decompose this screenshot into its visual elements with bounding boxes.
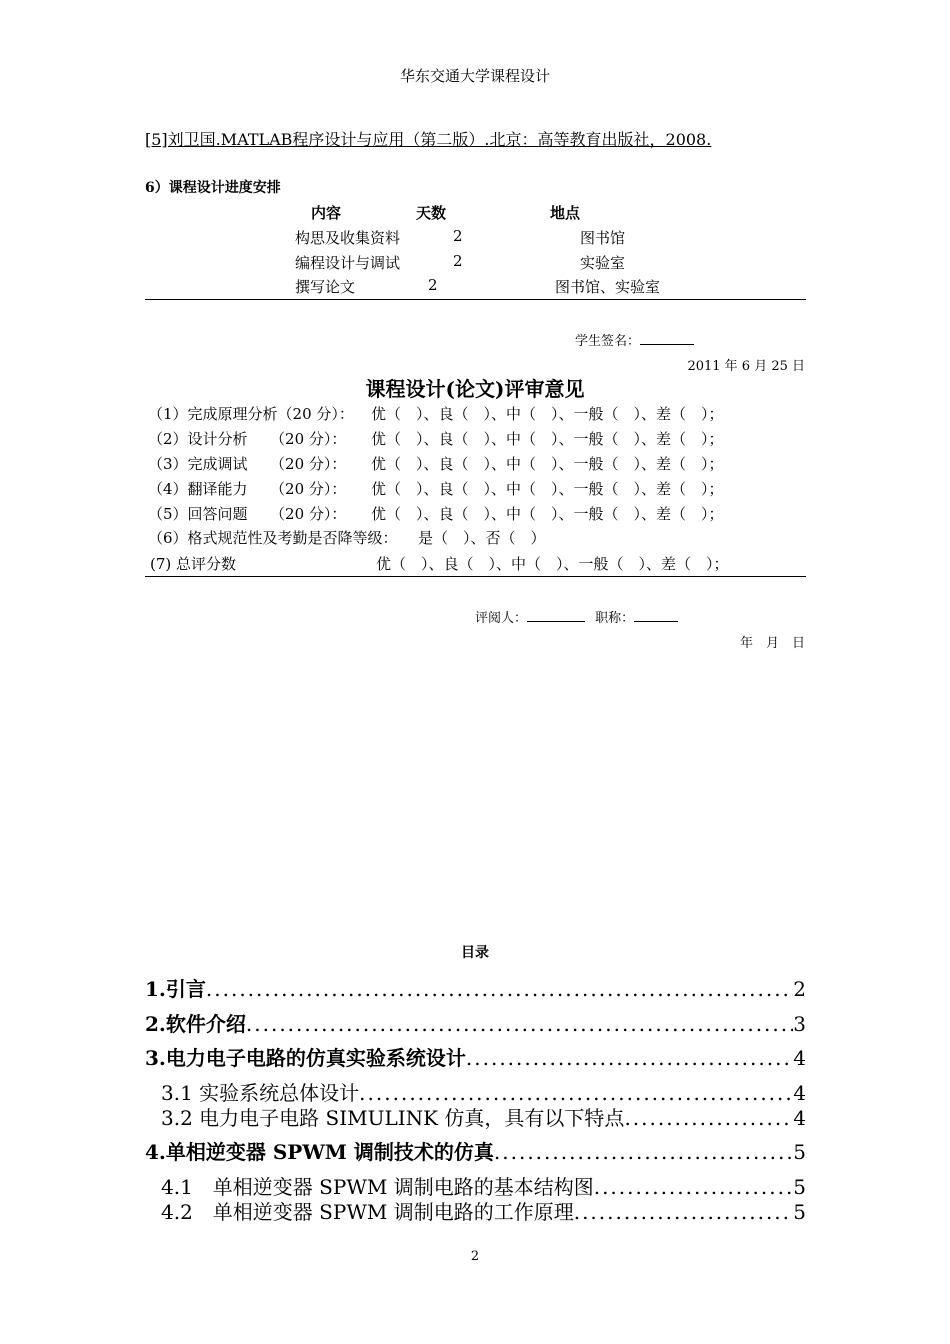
toc-entry-page: 3 xyxy=(793,1012,806,1036)
schedule-heading: 6）课程设计进度安排 xyxy=(145,180,281,196)
criterion-options[interactable]: 优（ ）、良（ ）、中（ ）、一般（ ）、差（ ）； xyxy=(376,555,729,573)
toc-subentry[interactable] xyxy=(145,1196,806,1225)
toc-entry-page: 5 xyxy=(793,1175,806,1199)
review-date: 年 月 日 xyxy=(739,636,805,651)
toc-entry[interactable] xyxy=(145,1008,806,1037)
toc-title: 目录 xyxy=(461,945,489,961)
toc-entry[interactable] xyxy=(145,1042,806,1071)
toc-entry[interactable] xyxy=(145,1136,806,1165)
criterion-label: （2）设计分析 （20 分）： xyxy=(148,430,347,448)
schedule-row-2-days: 2 xyxy=(453,252,463,270)
toc-entry-page: 4 xyxy=(793,1046,806,1070)
criterion-options[interactable]: 优（ ）、良（ ）、中（ ）、一般（ ）、差（ ）； xyxy=(371,430,724,448)
criterion-options[interactable]: 优（ ）、良（ ）、中（ ）、一般（ ）、差（ ）； xyxy=(371,455,724,473)
toc-entry-page: 5 xyxy=(793,1200,806,1224)
toc-leader xyxy=(574,1200,794,1224)
criterion-options[interactable]: 是（ ）、否（ ） xyxy=(418,529,546,547)
toc-subentry[interactable] xyxy=(145,1102,806,1131)
section-divider xyxy=(145,299,806,300)
toc-leader xyxy=(494,1140,793,1164)
toc-entry-text: 4.1 单相逆变器 SPWM 调制电路的基本结构图 xyxy=(161,1175,594,1199)
criterion-row xyxy=(148,478,808,498)
title-label: 职称： xyxy=(595,611,635,626)
evaluation-divider xyxy=(145,576,806,577)
criterion-row xyxy=(148,428,808,448)
criterion-row-total xyxy=(150,553,810,573)
toc-entry-page: 4 xyxy=(793,1081,806,1105)
toc-entry-text: 3.2 电力电子电路 SIMULINK 仿真，具有以下特点 xyxy=(161,1106,625,1130)
reference-entry: [5]刘卫国.MATLAB程序设计与应用（第二版）.北京：高等教育出版社，2008. xyxy=(145,130,712,149)
criterion-label: （1）完成原理分析（20 分）： xyxy=(148,405,354,423)
criterion-label: （5）回答问题 （20 分）： xyxy=(148,505,347,523)
schedule-row-1-days: 2 xyxy=(453,227,463,245)
criterion-row xyxy=(148,403,808,423)
toc-leader xyxy=(624,1106,793,1130)
schedule-row-3-days: 2 xyxy=(428,276,438,294)
criterion-row xyxy=(148,503,808,523)
criterion-row xyxy=(148,527,808,547)
reviewer-line xyxy=(475,607,678,626)
toc-entry-page: 2 xyxy=(793,977,806,1001)
toc-entry[interactable] xyxy=(145,973,806,1002)
schedule-row-2-place: 实验室 xyxy=(580,254,626,272)
reviewer-blank[interactable] xyxy=(527,609,585,622)
criterion-options[interactable]: 优（ ）、良（ ）、中（ ）、一般（ ）、差（ ）； xyxy=(371,505,724,523)
col-header-place: 地点 xyxy=(550,204,581,222)
toc-entry-page: 5 xyxy=(793,1140,806,1164)
toc-entry-text: 4.单相逆变器 SPWM 调制技术的仿真 xyxy=(145,1140,494,1164)
toc-entry-text: 3.电力电子电路的仿真实验系统设计 xyxy=(145,1046,466,1070)
criterion-options[interactable]: 优（ ）、良（ ）、中（ ）、一般（ ）、差（ ）； xyxy=(371,405,724,423)
student-signature-label: 学生签名： xyxy=(575,334,641,349)
title-blank[interactable] xyxy=(634,609,678,622)
criterion-label: (7) 总评分数 xyxy=(150,555,237,573)
student-signature-blank[interactable] xyxy=(640,332,694,345)
schedule-row-3-place: 图书馆、实验室 xyxy=(555,278,661,296)
page-header: 华东交通大学课程设计 xyxy=(399,67,550,85)
schedule-row-2-content: 编程设计与调试 xyxy=(295,254,401,272)
schedule-row-1-place: 图书馆 xyxy=(580,229,626,247)
criterion-row xyxy=(148,453,808,473)
student-signature-line xyxy=(575,330,694,349)
criterion-label: （3）完成调试 （20 分）： xyxy=(148,455,347,473)
schedule-row-3-content: 撰写论文 xyxy=(295,278,356,296)
signature-date: 2011 年 6 月 25 日 xyxy=(687,359,805,374)
evaluation-title: 课程设计(论文)评审意见 xyxy=(365,377,585,401)
criterion-options[interactable]: 优（ ）、良（ ）、中（ ）、一般（ ）、差（ ）； xyxy=(371,480,724,498)
criterion-label: （6）格式规范性及考勤是否降等级： xyxy=(148,529,398,547)
reviewer-label: 评阅人： xyxy=(475,611,528,626)
schedule-row-1-content: 构思及收集资料 xyxy=(295,229,401,247)
toc-entry-text: 1.引言 xyxy=(145,977,206,1001)
toc-entry-text: 2.软件介绍 xyxy=(145,1012,246,1036)
toc-leader xyxy=(206,977,793,1001)
page-number: 2 xyxy=(470,1249,480,1264)
toc-leader xyxy=(246,1012,793,1036)
toc-entry-page: 4 xyxy=(793,1106,806,1130)
toc-entry-text: 3.1 实验系统总体设计 xyxy=(161,1081,360,1105)
criterion-label: （4）翻译能力 （20 分）： xyxy=(148,480,347,498)
col-header-content: 内容 xyxy=(311,204,342,222)
toc-leader xyxy=(466,1046,793,1070)
col-header-days: 天数 xyxy=(416,204,447,222)
toc-entry-text: 4.2 单相逆变器 SPWM 调制电路的工作原理 xyxy=(161,1200,574,1224)
